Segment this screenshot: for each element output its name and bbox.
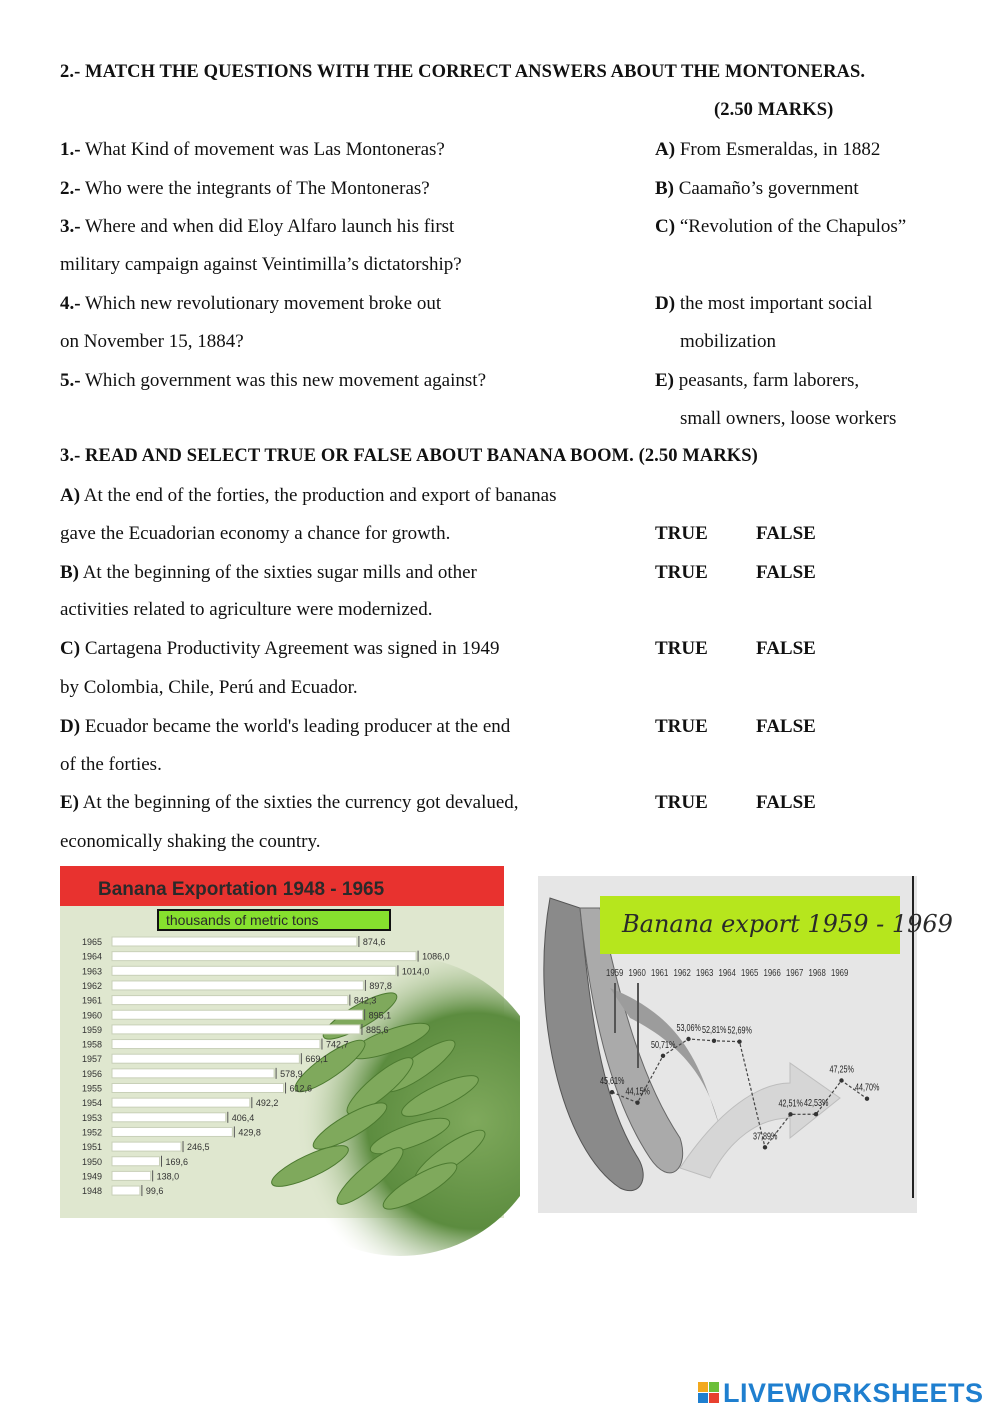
question-text: on November 15, 1884? [60, 331, 244, 352]
banana-exportation-svg [60, 866, 504, 1218]
chart1-bar [112, 952, 416, 961]
answer-text: Caamaño’s government [678, 178, 859, 199]
question-text: Which government was this new movement against? [85, 370, 487, 391]
chart1-year-label: 1963 [82, 966, 103, 977]
chart2-point [763, 1145, 767, 1149]
chart1-value-label: 492,2 [255, 1098, 279, 1109]
chart2-value-label: 52,69% [727, 1024, 752, 1036]
chart2-point [737, 1039, 741, 1043]
answer-line [655, 293, 872, 315]
logo-text: LIVEWORKSHEETS [723, 1377, 984, 1408]
chart1-year-label: 1958 [82, 1039, 103, 1050]
statement-line [60, 599, 432, 621]
chart1-value-label: 1014,0 [401, 966, 430, 977]
chart2-value-label: 53,06% [676, 1021, 701, 1034]
statement-text: At the beginning of the sixties the currency got devalued, [82, 792, 519, 813]
chart1-bar [112, 1069, 274, 1078]
chart2-year-label: 1963 [696, 967, 714, 979]
answer-line [680, 331, 776, 353]
chart2-year-label: 1960 [628, 967, 646, 979]
statement-letter: D) [60, 716, 81, 737]
chart2-point [661, 1054, 665, 1058]
chart2-year-label: 1967 [786, 967, 804, 979]
chart2-point [839, 1078, 843, 1082]
chart1-bar [112, 937, 357, 946]
chart1-value-label: 874,6 [362, 937, 386, 947]
chart1-value-label: 406,4 [231, 1112, 255, 1123]
arrow-shape [680, 1063, 840, 1178]
statement-text: of the forties. [60, 754, 162, 775]
chart1-year-label: 1952 [82, 1127, 103, 1138]
false-option[interactable]: FALSE [756, 523, 816, 544]
statement-text: economically shaking the country. [60, 831, 321, 852]
statement-line [60, 523, 450, 545]
answer-line [655, 139, 880, 161]
question-text: military campaign against Veintimilla’s dictatorship? [60, 254, 462, 275]
false-option[interactable]: FALSE [756, 638, 816, 659]
chart2-point [814, 1112, 818, 1116]
question-text: Where and when did Eloy Alfaro launch his first [85, 216, 455, 237]
chart1-year-label: 1948 [82, 1186, 103, 1197]
chart1-value-label: 612,6 [289, 1083, 313, 1094]
chart2-value-label: 50,71% [651, 1038, 676, 1051]
chart1-bar [112, 1142, 181, 1151]
chart2-value-label: 42,51% [778, 1097, 803, 1109]
question-line [60, 139, 445, 161]
chart2-point [610, 1090, 614, 1094]
question-number: 1.- [60, 139, 81, 160]
question-number: 4.- [60, 293, 81, 314]
chart2-value-label: 42,53% [804, 1097, 829, 1109]
chart2-top-margin [520, 868, 917, 876]
question-line [60, 293, 441, 315]
chart1-year-label: 1956 [82, 1068, 103, 1079]
chart2-title: Banana export 1959 - 1969 [622, 910, 953, 938]
question-line [60, 331, 244, 353]
true-option[interactable]: TRUE [655, 562, 708, 583]
statement-line [60, 677, 358, 699]
banana-export-line-chart [520, 868, 953, 1213]
chart2-value-label: 45,61% [600, 1075, 625, 1087]
question-text: Which new revolutionary movement broke out [85, 293, 442, 314]
chart1-year-label: 1954 [82, 1098, 103, 1109]
question-text: What Kind of movement was Las Montoneras? [85, 139, 445, 160]
chart1-value-label: 138,0 [156, 1171, 180, 1182]
false-option[interactable]: FALSE [756, 792, 816, 813]
chart1-value-label: 885,6 [365, 1024, 389, 1035]
statement-text: gave the Ecuadorian economy a chance for growth. [60, 523, 451, 544]
chart2-year-label: 1965 [741, 967, 759, 979]
chart1-value-label: 897,8 [369, 980, 392, 991]
chart1-year-label: 1961 [82, 995, 103, 1006]
chart2-year-label: 1961 [651, 967, 669, 979]
chart1-value-label: 578,9 [280, 1068, 303, 1079]
chart2-point [635, 1100, 639, 1104]
chart1-bar [112, 1054, 299, 1063]
answer-letter: E) [655, 370, 674, 391]
answer-line [655, 178, 859, 200]
chart2-year-label: 1964 [718, 967, 736, 979]
answer-text: the most important social [679, 293, 873, 314]
statement-text: by Colombia, Chile, Perú and Ecuador. [60, 677, 358, 698]
chart1-year-label: 1959 [82, 1024, 103, 1035]
chart2-point [712, 1039, 716, 1043]
chart2-value-label: 44,70% [855, 1081, 880, 1094]
answer-line [680, 408, 896, 430]
liveworksheets-logo [698, 1378, 984, 1408]
question-number: 2.- [60, 178, 81, 199]
chart1-year-label: 1950 [82, 1156, 103, 1167]
question-number: 5.- [60, 370, 81, 391]
true-option[interactable]: TRUE [655, 792, 708, 813]
chart1-bar [112, 966, 396, 975]
chart1-bar [112, 1113, 226, 1122]
chart1-bar [112, 1098, 250, 1107]
answer-text: From Esmeraldas, in 1882 [679, 139, 881, 160]
chart2-year-label: 1966 [763, 967, 781, 979]
chart2-point [788, 1112, 792, 1116]
statement-text: activities related to agriculture were modernized. [60, 599, 433, 620]
statement-line [60, 638, 500, 660]
chart2-year-label: 1968 [808, 967, 826, 979]
chart1-bar [112, 1025, 360, 1034]
chart1-year-label: 1964 [82, 951, 103, 962]
true-option[interactable]: TRUE [655, 716, 708, 737]
chart2-value-label: 47,25% [829, 1063, 854, 1075]
answer-text: peasants, farm laborers, [678, 370, 860, 391]
statement-line [60, 831, 320, 853]
statement-letter: C) [60, 638, 81, 659]
true-option[interactable]: TRUE [655, 638, 708, 659]
false-option[interactable]: FALSE [756, 716, 816, 737]
chart1-bar [112, 996, 348, 1005]
chart1-bar [112, 1084, 284, 1093]
question-line [60, 216, 454, 238]
statement-line [60, 716, 510, 738]
statement-text: At the end of the forties, the production and export of bananas [83, 485, 557, 506]
statement-line [60, 792, 519, 814]
chart2-value-label: 37,89% [753, 1130, 778, 1142]
chart1-bar [112, 1186, 140, 1195]
chart1-value-label: 742,7 [325, 1039, 349, 1050]
chart2-year-label: 1959 [606, 967, 624, 979]
chart1-value-label: 669,1 [305, 1054, 328, 1065]
chart1-value-label: 169,6 [165, 1156, 189, 1167]
chart1-year-label: 1965 [82, 937, 103, 947]
chart1-year-label: 1962 [82, 980, 103, 991]
logo-mark-icon [698, 1382, 720, 1404]
question-number: 3.- [60, 216, 81, 237]
answer-letter: D) [655, 293, 676, 314]
statement-letter: A) [60, 485, 81, 506]
section3-heading: 3.- READ AND SELECT TRUE OR FALSE ABOUT BANANA BOOM. (2.50 MARKS) [60, 446, 758, 466]
question-line [60, 254, 462, 276]
statement-text: Ecuador became the world's leading producer at the end [84, 716, 511, 737]
chart1-value-label: 842,3 [353, 995, 377, 1006]
chart1-value-label: 246,5 [187, 1142, 210, 1153]
section2-marks: (2.50 MARKS) [714, 100, 834, 120]
chart2-point [686, 1037, 690, 1041]
statement-letter: E) [60, 792, 79, 813]
banana-export-svg [520, 868, 953, 1213]
answer-letter: B) [655, 178, 674, 199]
chart1-year-label: 1955 [82, 1083, 103, 1094]
chart2-value-label: 44,15% [625, 1085, 650, 1097]
chart1-year-label: 1957 [82, 1054, 103, 1065]
chart1-year-label: 1949 [82, 1171, 103, 1182]
statement-line [60, 485, 557, 507]
chart1-value-label: 99,6 [145, 1186, 164, 1197]
answer-text: mobilization [680, 331, 777, 352]
answer-line [655, 216, 906, 238]
banana-exportation-chart [60, 866, 504, 1218]
chart1-value-label: 429,8 [238, 1127, 261, 1138]
answer-letter: C) [655, 216, 676, 237]
chart2-year-label: 1962 [673, 967, 691, 979]
section2-heading: 2.- MATCH THE QUESTIONS WITH THE CORRECT ANSWERS ABOUT THE MONTONERAS. [60, 62, 866, 82]
chart1-bar [112, 1157, 159, 1166]
chart1-subtitle: thousands of metric tons [166, 912, 319, 928]
chart1-year-label: 1953 [82, 1112, 103, 1123]
statement-line [60, 754, 162, 776]
chart1-year-label: 1960 [82, 1010, 103, 1021]
chart1-bar [112, 1010, 363, 1019]
chart1-bar [112, 1171, 151, 1180]
chart2-left-margin [520, 876, 538, 1213]
question-line [60, 370, 486, 392]
chart1-bar [112, 981, 363, 990]
statement-letter: B) [60, 562, 79, 583]
true-option[interactable]: TRUE [655, 523, 708, 544]
chart1-title: Banana Exportation 1948 - 1965 [98, 879, 385, 900]
chart2-year-label: 1969 [831, 967, 849, 979]
false-option[interactable]: FALSE [756, 562, 816, 583]
statement-text: Cartagena Productivity Agreement was signed in 1949 [84, 638, 500, 659]
chart1-year-label: 1951 [82, 1142, 103, 1153]
answer-text: “Revolution of the Chapulos” [679, 216, 907, 237]
chart2-point [865, 1097, 869, 1101]
answer-letter: A) [655, 139, 676, 160]
chart1-value-label: 1086,0 [422, 951, 450, 962]
answer-line [655, 370, 859, 392]
question-text: Who were the integrants of The Montoneras? [85, 178, 430, 199]
chart1-value-label: 895,1 [368, 1010, 392, 1021]
question-line [60, 178, 430, 200]
statement-text: At the beginning of the sixties sugar mills and other [82, 562, 477, 583]
chart1-bar [112, 1040, 320, 1049]
chart2-value-label: 52,81% [702, 1023, 727, 1036]
statement-line [60, 562, 477, 584]
chart1-bar [112, 1127, 232, 1136]
answer-text: small owners, loose workers [680, 408, 897, 429]
